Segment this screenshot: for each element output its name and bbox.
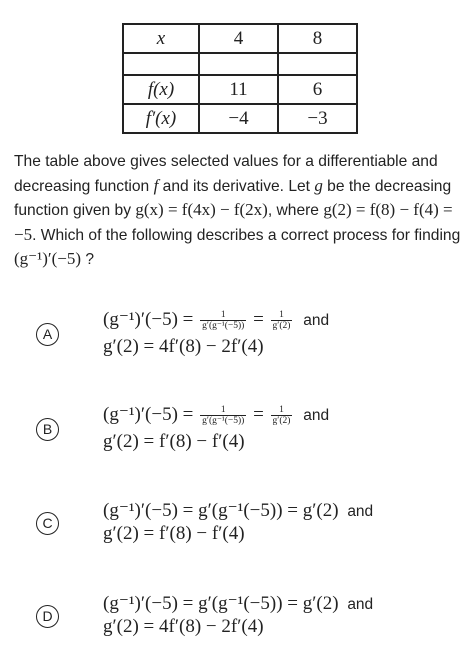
choice-c-line2: g′(2) = f′(8) − f′(4) (103, 523, 245, 544)
target-expression: (g⁻¹)′(−5) (14, 249, 82, 268)
choice-b[interactable] (0, 400, 474, 470)
choice-c[interactable] (0, 497, 474, 567)
choice-d-line1: (g⁻¹)′(−5) = g′(g⁻¹(−5)) = g′(2) and (103, 593, 374, 614)
choice-c-line1: (g⁻¹)′(−5) = g′(g⁻¹(−5)) = g′(2) and (103, 500, 374, 521)
table-blank-row (123, 53, 357, 75)
fraction: $\frac{1}{\text{g′(g⁻¹(−5))}}$ (202, 405, 245, 427)
table-header-8: 8 (278, 24, 357, 53)
table-row-fx (123, 75, 357, 104)
choice-b-line2: g′(2) = f′(8) − f′(4) (103, 431, 245, 452)
choice-a-line1: (g⁻¹)′(−5) = $\frac{1}{\text{g′(g⁻¹(−5))}}$ = $\frac{1}{g'(2)}$ and (103, 309, 330, 332)
table-header-4: 4 (199, 24, 278, 53)
fraction: $\frac{1}{\text{g′(g⁻¹(−5))}}$ (202, 310, 245, 332)
choice-c-badge[interactable]: C (36, 512, 59, 535)
table-row-label: f′(x) (123, 104, 199, 133)
fraction: $\frac{1}{g'(2)}$ (272, 405, 291, 427)
table-header-x: x (123, 24, 199, 53)
choice-b-badge[interactable]: B (36, 418, 59, 441)
fraction: $\frac{1}{g'(2)}$ (272, 310, 291, 332)
table-row-fprime (123, 104, 357, 133)
question-prompt: The table above gives selected values for a differentiable and decreasing function f and its derivative. Let g be the decreasing function given by g(x) = f(4x) − f(2x), where g(2) = f(8) − f(4) = −5. Which of the following describes a correct process for finding (g⁻¹)′(−5) ? (14, 153, 461, 268)
table-row-label: f(x) (123, 75, 199, 104)
table-header-row (123, 24, 357, 53)
table-cell: 6 (278, 75, 357, 104)
table-cell: −4 (199, 104, 278, 133)
choice-a-badge[interactable]: A (36, 323, 59, 346)
g-of-2: g(2) = f(8) − f(4) = −5 (14, 200, 453, 244)
table-cell: −3 (278, 104, 357, 133)
values-table (122, 23, 358, 134)
g-definition: g(x) = f(4x) − f(2x) (135, 200, 268, 219)
choice-a-line2: g′(2) = 4f′(8) − 2f′(4) (103, 336, 264, 357)
choice-d[interactable] (0, 590, 474, 660)
table-cell: 11 (199, 75, 278, 104)
choice-b-line1: (g⁻¹)′(−5) = $\frac{1}{\text{g′(g⁻¹(−5))}}$ = $\frac{1}{g'(2)}$ and (103, 404, 330, 427)
choice-a[interactable] (0, 305, 474, 375)
choice-d-badge[interactable]: D (36, 605, 59, 628)
choice-d-line2: g′(2) = 4f′(8) − 2f′(4) (103, 616, 264, 637)
